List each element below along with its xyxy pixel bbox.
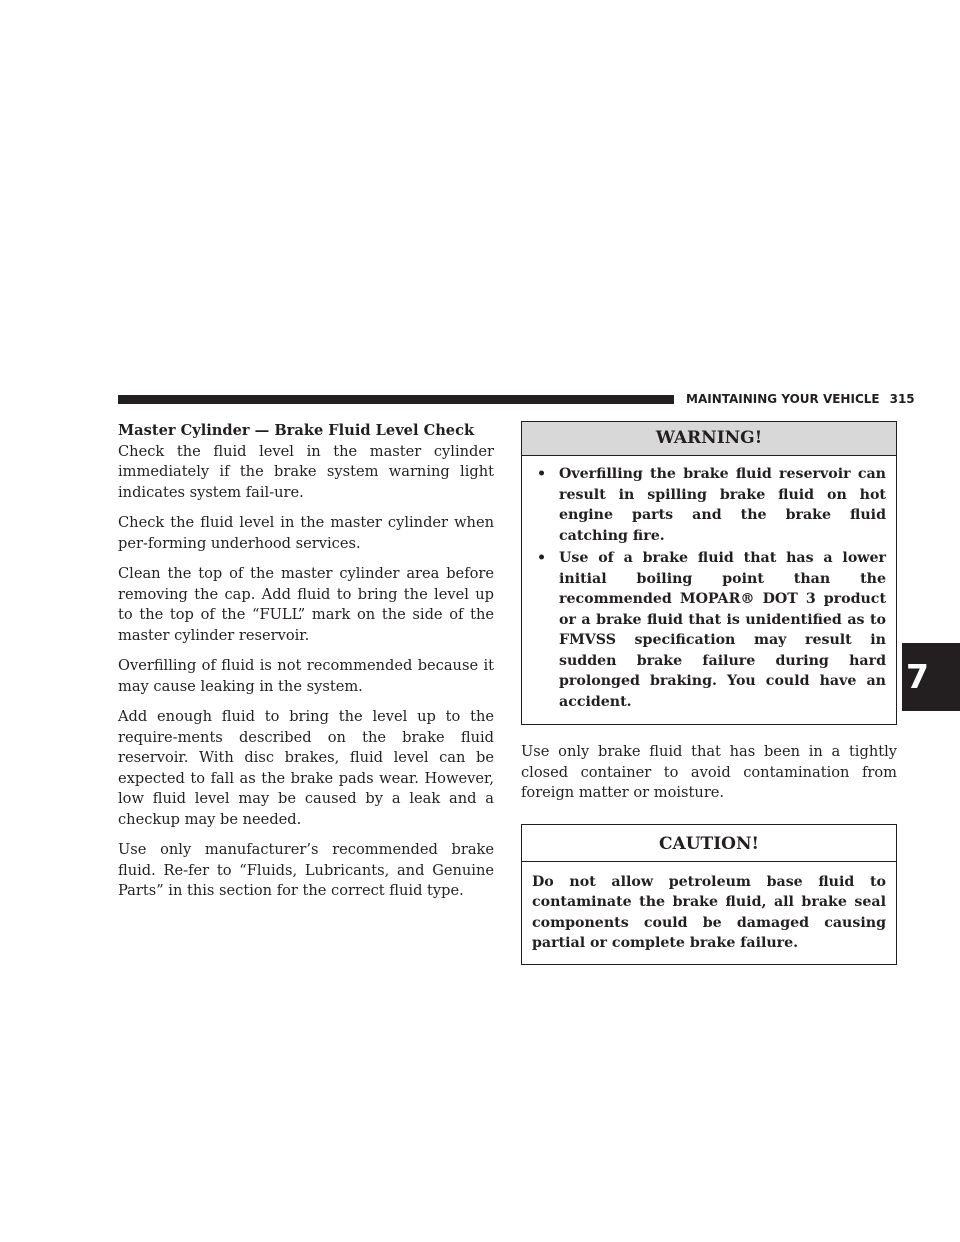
header-rule: [118, 395, 674, 404]
paragraph: Clean the top of the master cylinder area before removing the cap. Add fluid to bring the level up to the top of the “FULL” mark on the side of the master cylinder reservoir.: [118, 565, 494, 644]
caution-box: [521, 824, 897, 965]
warning-item: [532, 548, 886, 712]
warning-box: [521, 421, 897, 725]
bullet-icon: •: [537, 466, 547, 482]
chapter-tab: 7: [902, 643, 960, 711]
section-title: MAINTAINING YOUR VEHICLE: [686, 392, 880, 406]
page-number: 315: [889, 392, 915, 406]
paragraph: Add enough fluid to bring the level up to the require-ments described on the brake fluid reservoir. With disc brakes, fluid level can be expected to fall as the brake pads wear. However, low fluid level may be caused by a leak and a checkup may be needed.: [118, 708, 494, 828]
bullet-icon: •: [537, 550, 547, 566]
paragraph: Use only brake fluid that has been in a tightly closed container to avoid contamination from foreign matter or moisture.: [521, 743, 897, 801]
paragraph: Overfilling of fluid is not recommended because it may cause leaking in the system.: [118, 657, 494, 695]
right-column: [521, 421, 897, 965]
warning-item-text: Use of a brake fluid that has a lower initial boiling point than the recommended MOPAR® DOT 3 product or a brake fluid that is unidentified as to FMVSS specification may result in sudden brake failure during hard prolonged braking. You could have an accident.: [559, 550, 886, 710]
section-heading: Master Cylinder — Brake Fluid Level Check: [118, 422, 475, 439]
warning-list: [522, 456, 896, 724]
warning-title: WARNING!: [522, 422, 896, 456]
left-column: [118, 421, 494, 912]
warning-item: [532, 464, 886, 546]
caution-text: Do not allow petroleum base fluid to contaminate the brake fluid, all brake seal components could be damaged causing partial or complete brake failure.: [532, 873, 886, 951]
warning-item-text: Overfilling the brake fluid reservoir can result in spilling brake fluid on hot engine parts and the brake fluid catching fire.: [559, 466, 886, 544]
paragraph: Use only manufacturer’s recommended brake fluid. Re-fer to “Fluids, Lubricants, and Genuine Parts” in this section for the correct fluid type.: [118, 841, 494, 899]
paragraph: Check the fluid level in the master cylinder immediately if the brake system warning light indicates system fail-ure.: [118, 442, 494, 501]
paragraph: Check the fluid level in the master cylinder when per-forming underhood services.: [118, 514, 494, 552]
running-header: [686, 391, 915, 407]
caution-title: CAUTION!: [522, 825, 896, 862]
